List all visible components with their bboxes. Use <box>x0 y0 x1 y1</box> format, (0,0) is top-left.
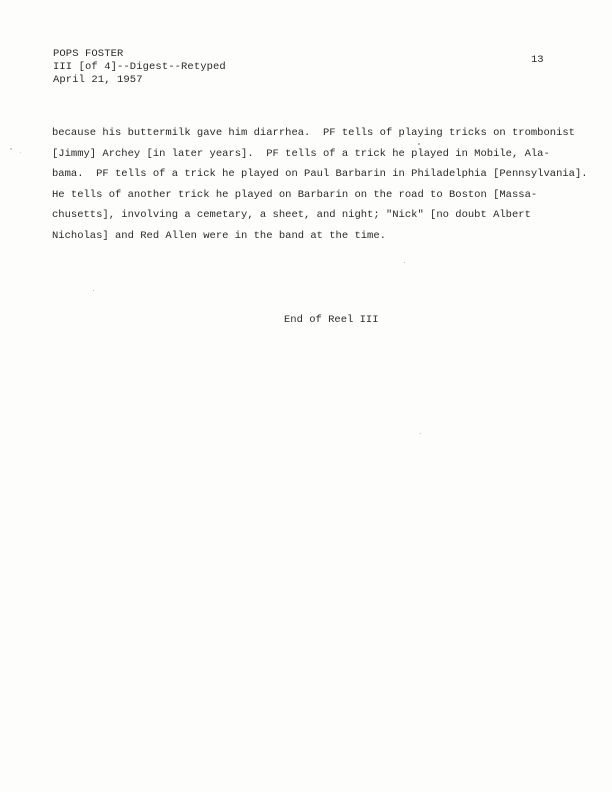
body-line: bama. PF tells of a trick he played on Paul Barbarin in Philadelphia [Pennsylvania]. <box>52 168 588 181</box>
scan-speck <box>10 148 12 150</box>
body-line: because his buttermilk gave him diarrhea. PF tells of playing tricks on trombonist <box>52 127 575 139</box>
scan-speck <box>404 262 405 263</box>
body-line: He tells of another trick he played on Barbarin on the road to Boston [Massa- <box>52 188 538 201</box>
document-header <box>53 48 226 87</box>
body-line: chusetts], involving a cemetary, a sheet, and night; "Nick" [no doubt Albert <box>52 209 531 222</box>
body-line: [Jimmy] Archey [in later years]. PF tells of a trick he played in Mobile, Ala- <box>52 147 550 160</box>
header-date: April 21, 1957 <box>53 74 143 86</box>
page-number: 13 <box>531 54 544 66</box>
body-line: Nicholas] and Red Allen were in the band at the time. <box>52 229 386 242</box>
end-of-reel-note: End of Reel III <box>284 314 379 326</box>
header-reel-info: III [of 4]--Digest--Retyped <box>53 61 226 73</box>
scan-speck <box>418 143 420 145</box>
scan-speck <box>93 290 94 291</box>
scan-speck <box>420 433 421 434</box>
header-subject: POPS FOSTER <box>53 48 124 60</box>
scan-speck <box>20 152 21 153</box>
body-paragraph <box>52 123 588 247</box>
